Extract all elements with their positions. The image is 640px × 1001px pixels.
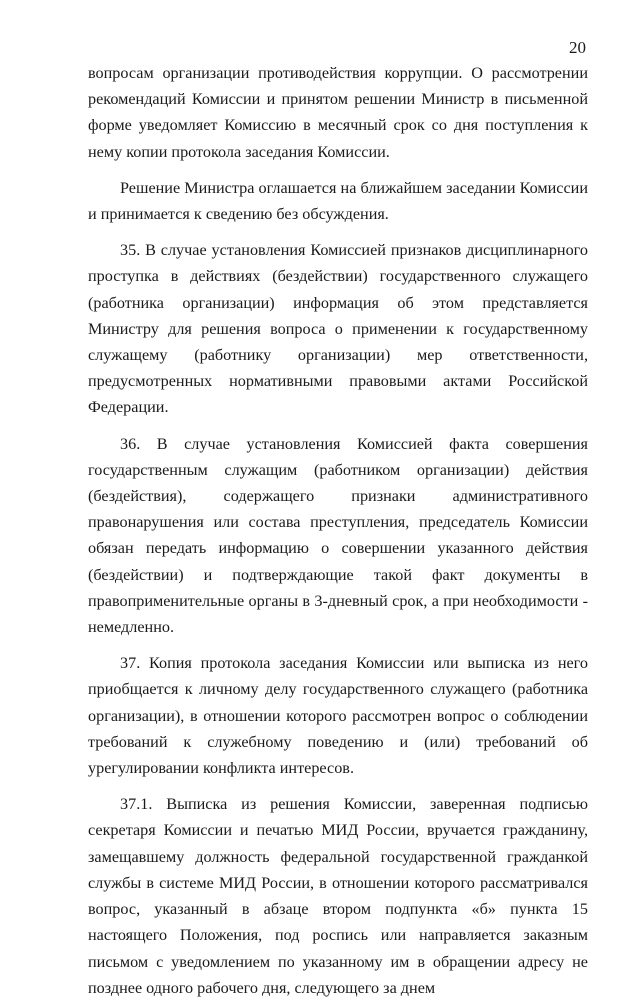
paragraph-36: 36. В случае установления Комиссией факта совершения государственным служащим (работником организации) действия (бездействия), содержащего признаки административного правонарушения или состава преступления, председатель Комиссии обязан передать информацию о совершении указанного действия (бездействии) и подтверждающие такой факт документы в правоприменительные органы в 3-дневный срок, а при необходимости - немедленно. [88, 434, 588, 637]
paragraph-continuation: вопросам организации противодействия коррупции. О рассмотрении рекомендаций Комиссии и принятом решении Министр в письменной форме уведомляет Комиссию в месячный срок со дня поступления к нему копии протокола заседания Комиссии. [88, 64, 588, 161]
paragraph-37-1: 37.1. Выписка из решения Комиссии, заверенная подписью секретаря Комиссии и печатью МИД России, вручается гражданину, замещавшему должность федеральной государственной гражданкой службы в системе МИД России, в отношении которого рассматривался вопрос, указанный в абзаце втором подпункта «б» пункта 15 настоящего Положения, под роспись или направляется заказным письмом с уведомлением по указанному им в обращении адресу не позднее одного рабочего дня, следующего за днем [88, 795, 588, 997]
page-number: 20 [569, 38, 586, 57]
paragraph-37: 37. Копия протокола заседания Комиссии или выписка из него приобщается к личному делу государственного служащего (работника организации), в отношении которого рассмотрен вопрос о соблюдении требований к служебному поведению и (или) требований об урегулировании конфликта интересов. [88, 654, 588, 778]
document-body [88, 60, 588, 1001]
paragraph-minister-decision: Решение Министра оглашается на ближайшем заседании Комиссии и принимается к сведению без обсуждения. [88, 178, 588, 224]
paragraph-35: 35. В случае установления Комиссией признаков дисциплинарного проступка в действиях (бездействии) государственного служащего (работника организации) информация об этом представляется Министру для решения вопроса о применении к государственному служащему (работнику организации) мер ответственности, предусмотренных нормативными правовыми актами Российской Федерации. [88, 241, 588, 417]
